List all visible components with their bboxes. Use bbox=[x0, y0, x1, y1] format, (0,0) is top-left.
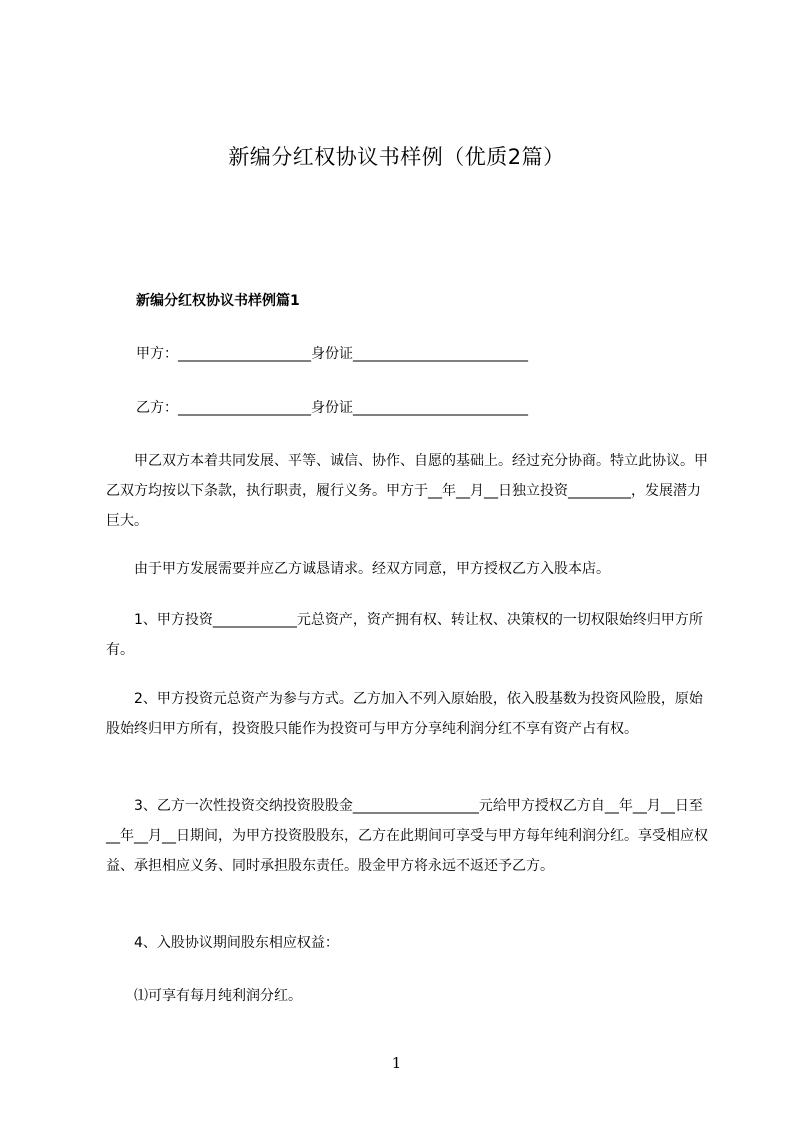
section-heading: 新编分红权协议书样例篇1 bbox=[136, 293, 300, 309]
paragraph-clause-3: 3、乙方一次性投资交纳投资股股金__________________元给甲方授权乙方自__年__月__日至__年__月__日期间，为甲方投资股股东，乙方在此期间可享受与甲方每年纯利润分红。享受相应权益、承担相应义务、同时承担股东责任。股金甲方将永远不返还予乙方。 bbox=[106, 798, 708, 874]
paragraph-authorization: 由于甲方发展需要并应乙方诚恳请求。经双方同意，甲方授权乙方入股本店。 bbox=[134, 561, 610, 577]
paragraph-intro: 甲乙双方本着共同发展、平等、诚信、协作、自愿的基础上。经过充分协商。特立此协议。甲乙双方均按以下条款，执行职责，履行义务。甲方于__年__月__日独立投资_________，发展潜力巨大。 bbox=[106, 453, 708, 529]
page-number: 1 bbox=[391, 1054, 402, 1072]
party-a-line: 甲方：___________________身份证_________________________ bbox=[136, 346, 528, 362]
paragraph-clause-4-1: ⑴可享有每月纯利润分红。 bbox=[134, 988, 302, 1004]
paragraph-clause-4: 4、入股协议期间股东相应权益： bbox=[134, 935, 339, 951]
party-b-line: 乙方：___________________身份证_________________________ bbox=[136, 400, 528, 416]
document-title: 新编分红权协议书样例（优质2篇） bbox=[228, 145, 565, 169]
paragraph-clause-2: 2、甲方投资元总资产为参与方式。乙方加入不列入原始股，依入股基数为投资风险股，原始股始终归甲方所有，投资股只能作为投资可与甲方分享纯利润分红不享有资产占有权。 bbox=[106, 691, 703, 737]
paragraph-clause-1: 1、甲方投资____________元总资产，资产拥有权、转让权、决策权的一切权限始终归甲方所有。 bbox=[106, 612, 703, 658]
